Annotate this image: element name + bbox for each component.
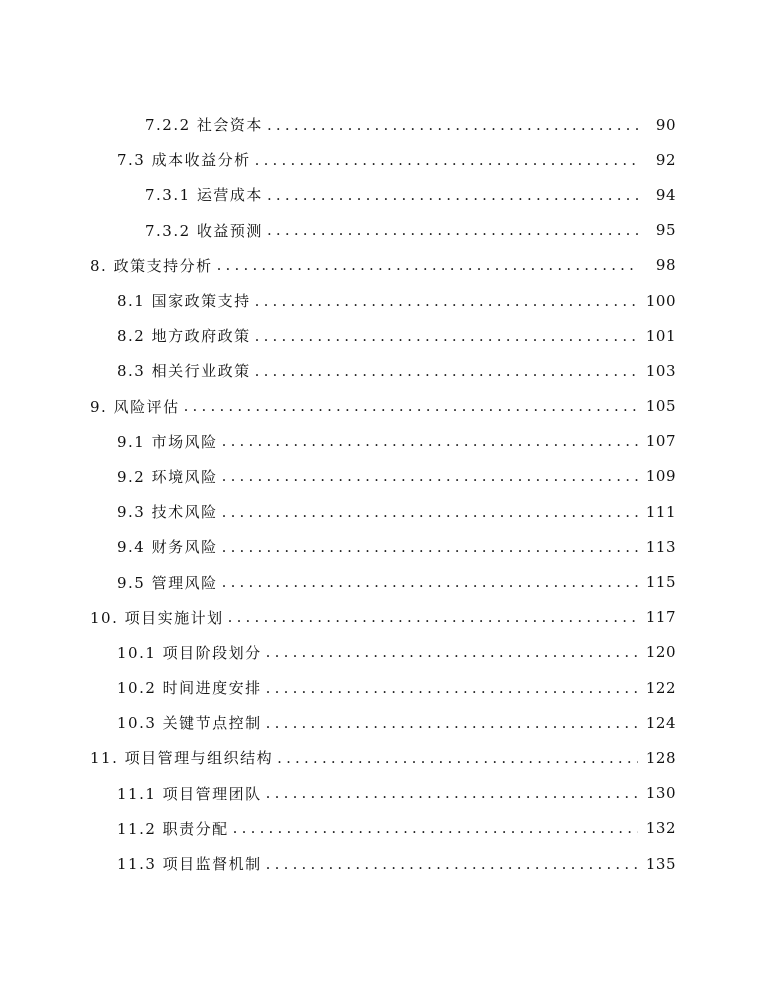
toc-entry-page: 122 (645, 678, 676, 697)
toc-entry[interactable] (0, 353, 765, 388)
toc-entry-page: 130 (645, 784, 676, 803)
toc-dot-leader (217, 256, 638, 274)
toc-entry-title: 11.2 职责分配 (117, 819, 229, 838)
toc-dot-leader (266, 714, 638, 732)
toc-dot-leader (228, 608, 638, 626)
toc-entry-title: 10.3 关键节点控制 (117, 714, 262, 733)
toc-entry-page: 107 (645, 432, 676, 451)
toc-entry-title: 8.1 国家政策支持 (117, 292, 251, 311)
toc-entry-title: 10.2 时间进度安排 (117, 679, 262, 698)
toc-entry-title: 11. 项目管理与组织结构 (90, 749, 274, 768)
toc-entry-title: 10.1 项目阶段划分 (117, 643, 262, 662)
toc-entry[interactable] (0, 213, 765, 248)
toc-entry-title: 7.3 成本收益分析 (117, 151, 251, 170)
toc-entry-title: 9.2 环境风险 (117, 467, 218, 486)
toc-entry-title: 9.3 技术风险 (117, 503, 218, 522)
toc-entry-page: 92 (655, 150, 676, 169)
toc-dot-leader (255, 151, 638, 169)
toc-dot-leader (267, 116, 638, 134)
toc-entry[interactable] (0, 670, 765, 705)
toc-entry-title: 11.1 项目管理团队 (117, 784, 262, 803)
toc-entry-title: 9.4 财务风险 (117, 538, 218, 557)
toc-entry-page: 117 (645, 608, 676, 627)
toc-entry[interactable] (0, 459, 765, 494)
toc-dot-leader (266, 855, 638, 873)
toc-entry-page: 101 (645, 326, 676, 345)
toc-entry-title: 7.2.2 社会资本 (145, 116, 263, 135)
toc-dot-leader (222, 467, 638, 485)
toc-entry-page: 105 (645, 397, 676, 416)
toc-entry-page: 98 (655, 256, 676, 275)
toc-entry-page: 109 (645, 467, 676, 486)
toc-entry[interactable] (0, 248, 765, 283)
toc-entry[interactable] (0, 142, 765, 177)
toc-entry[interactable] (0, 776, 765, 811)
toc-dot-leader (222, 573, 638, 591)
toc-entry[interactable] (0, 494, 765, 529)
toc-entry-page: 111 (645, 502, 676, 521)
toc-entry-title: 7.3.1 运营成本 (145, 186, 263, 205)
toc-dot-leader (277, 749, 638, 767)
toc-dot-leader (184, 397, 638, 415)
toc-entry[interactable] (0, 107, 765, 142)
toc-entry-page: 128 (645, 748, 676, 767)
toc-entry-title: 11.3 项目监督机制 (117, 855, 262, 874)
toc-entry[interactable] (0, 740, 765, 775)
toc-entry-title: 8.2 地方政府政策 (117, 327, 251, 346)
toc-entry[interactable] (0, 318, 765, 353)
toc-entry-page: 95 (655, 221, 676, 240)
toc-dot-leader (222, 432, 638, 450)
toc-entry-page: 132 (645, 819, 676, 838)
toc-entry-page: 113 (645, 537, 676, 556)
toc-dot-leader (266, 643, 638, 661)
toc-dot-leader (233, 819, 638, 837)
toc-entry-page: 103 (645, 361, 676, 380)
toc-dot-leader (255, 292, 638, 310)
toc-entry-title: 9.1 市场风险 (117, 432, 218, 451)
toc-dot-leader (266, 679, 638, 697)
toc-entry-title: 8. 政策支持分析 (90, 256, 213, 275)
toc-entry-title: 9.5 管理风险 (117, 573, 218, 592)
toc-entry-page: 120 (645, 643, 676, 662)
toc-dot-leader (267, 186, 638, 204)
toc-entry-title: 9. 风险评估 (90, 397, 180, 416)
toc-entry-page: 124 (645, 713, 676, 732)
toc-dot-leader (222, 538, 638, 556)
toc-entry[interactable] (0, 529, 765, 564)
toc-dot-leader (267, 221, 638, 239)
toc-entry[interactable] (0, 846, 765, 881)
toc-entry[interactable] (0, 600, 765, 635)
toc-entry-page: 94 (655, 185, 676, 204)
toc-entry-title: 8.3 相关行业政策 (117, 362, 251, 381)
toc-entry[interactable] (0, 283, 765, 318)
toc-entry-page: 100 (645, 291, 676, 310)
toc-entry-title: 10. 项目实施计划 (90, 608, 224, 627)
toc-entry[interactable] (0, 705, 765, 740)
toc-entry[interactable] (0, 635, 765, 670)
table-of-contents (0, 107, 765, 881)
toc-entry[interactable] (0, 177, 765, 212)
toc-entry[interactable] (0, 811, 765, 846)
toc-dot-leader (222, 503, 638, 521)
toc-dot-leader (255, 362, 638, 380)
toc-entry[interactable] (0, 564, 765, 599)
toc-dot-leader (266, 784, 638, 802)
toc-entry-page: 135 (645, 854, 676, 873)
toc-entry[interactable] (0, 389, 765, 424)
toc-entry-title: 7.3.2 收益预测 (145, 221, 263, 240)
toc-entry-page: 115 (645, 573, 676, 592)
toc-entry[interactable] (0, 424, 765, 459)
toc-entry-page: 90 (655, 115, 676, 134)
toc-dot-leader (255, 327, 638, 345)
